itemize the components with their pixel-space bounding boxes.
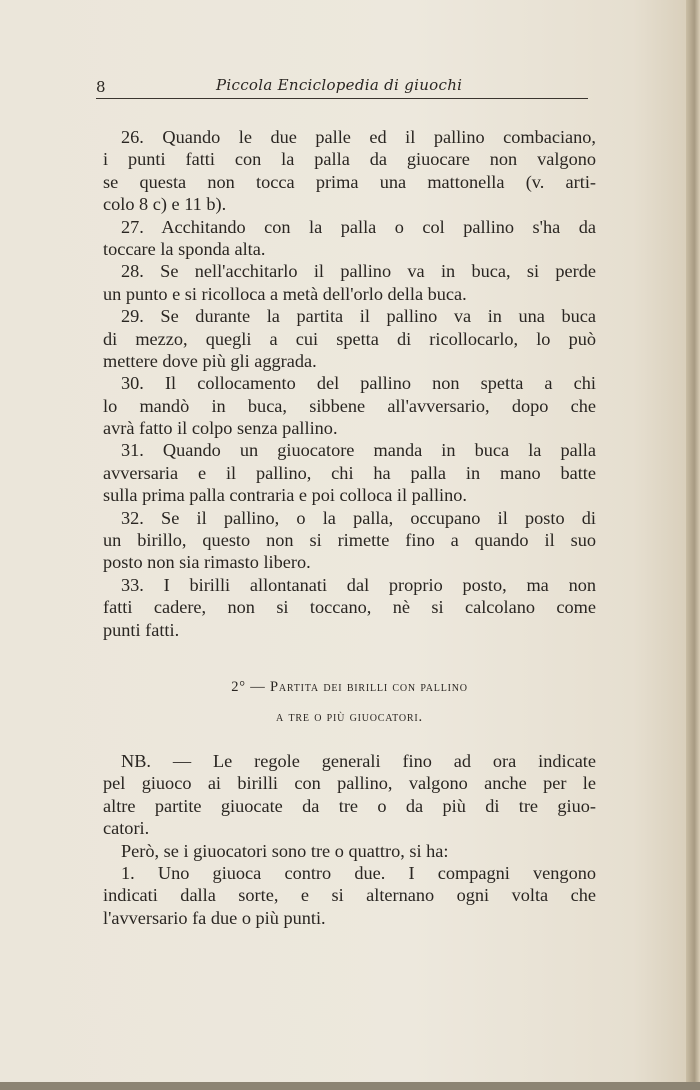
text-line: sulla prima palla contraria e poi colloca il pallino. <box>103 485 467 506</box>
text-line: avrà fatto il colpo senza pallino. <box>103 418 338 439</box>
heading-line-1: 2° — Partita dei birilli con pallino <box>231 679 468 695</box>
text-line: avversaria e il pallino, chi ha palla in mano batte <box>103 462 596 483</box>
text-line: 28. Se nell'acchitarlo il pallino va in buca, si perde <box>121 261 596 282</box>
text-line: catori. <box>103 818 150 839</box>
paragraph <box>103 305 596 372</box>
text-line: fatti cadere, non si toccano, nè si calcolano come <box>103 597 596 618</box>
text-line: lo mandò in buca, sibbene all'avversario, dopo che <box>103 395 596 416</box>
paragraph <box>103 439 596 506</box>
text-line: 27. Acchitando con la palla o col pallino s'ha da <box>121 216 596 237</box>
text-line: 32. Se il pallino, o la palla, occupano il posto di <box>121 507 596 528</box>
text-line: se questa non tocca prima una mattonella (v. arti- <box>103 171 596 192</box>
paragraph <box>103 862 596 929</box>
page-number: 8 <box>96 78 106 96</box>
text-line: di mezzo, quegli a cui spetta di ricollocarlo, lo può <box>103 328 596 349</box>
paragraph <box>103 574 596 641</box>
text-line: 33. I birilli allontanati dal proprio posto, ma non <box>121 574 596 595</box>
paragraph <box>103 507 596 574</box>
rules-section-2 <box>103 750 596 929</box>
text-line: 1. Uno giuoca contro due. I compagni vengono <box>121 862 596 883</box>
paragraph <box>103 260 596 305</box>
text-line: 31. Quando un giuocatore manda in buca la palla <box>121 440 596 461</box>
running-title: Piccola Enciclopedia di giuochi <box>216 76 463 94</box>
text-line: indicati dalla sorte, e si alternano ogni volta che <box>103 885 596 906</box>
text-line: NB. — Le regole generali fino ad ora indicate <box>121 751 596 771</box>
heading-line-2: a tre o più giuocatori. <box>276 709 423 725</box>
text-line: 26. Quando le due palle ed il pallino combaciano, <box>121 127 596 147</box>
paragraph <box>103 840 596 862</box>
text-line: l'avversario fa due o più punti. <box>103 907 326 928</box>
page-header <box>96 76 588 98</box>
header-rule <box>96 98 588 99</box>
rules-section-1 <box>103 126 596 641</box>
section-heading <box>103 672 596 732</box>
text-line: 30. Il collocamento del pallino non spetta a chi <box>121 373 596 394</box>
text-line: posto non sia rimasto libero. <box>103 552 311 573</box>
text-line: un birillo, questo non si rimette fino a quando il suo <box>103 530 596 551</box>
text-line: punti fatti. <box>103 619 180 640</box>
paragraph <box>103 126 596 216</box>
text-line: pel giuoco ai birilli con pallino, valgono anche per le <box>103 773 596 794</box>
paragraph <box>103 372 596 439</box>
paragraph <box>103 750 596 840</box>
paragraph <box>103 216 596 261</box>
page-bottom-edge <box>0 1082 700 1090</box>
text-line: mettere dove più gli aggrada. <box>103 350 317 371</box>
page-edge <box>686 0 700 1090</box>
text-line: 29. Se durante la partita il pallino va in una buca <box>121 306 596 327</box>
text-line: colo 8 c) e 11 b). <box>103 194 227 215</box>
text-line: altre partite giuocate da tre o da più di tre giuo- <box>103 795 596 816</box>
text-line: Però, se i giuocatori sono tre o quattro, si ha: <box>121 840 449 861</box>
text-line: toccare la sponda alta. <box>103 238 266 259</box>
text-line: i punti fatti con la palla da giuocare non valgono <box>103 149 596 170</box>
text-line: un punto e si ricolloca a metà dell'orlo della buca. <box>103 283 467 304</box>
